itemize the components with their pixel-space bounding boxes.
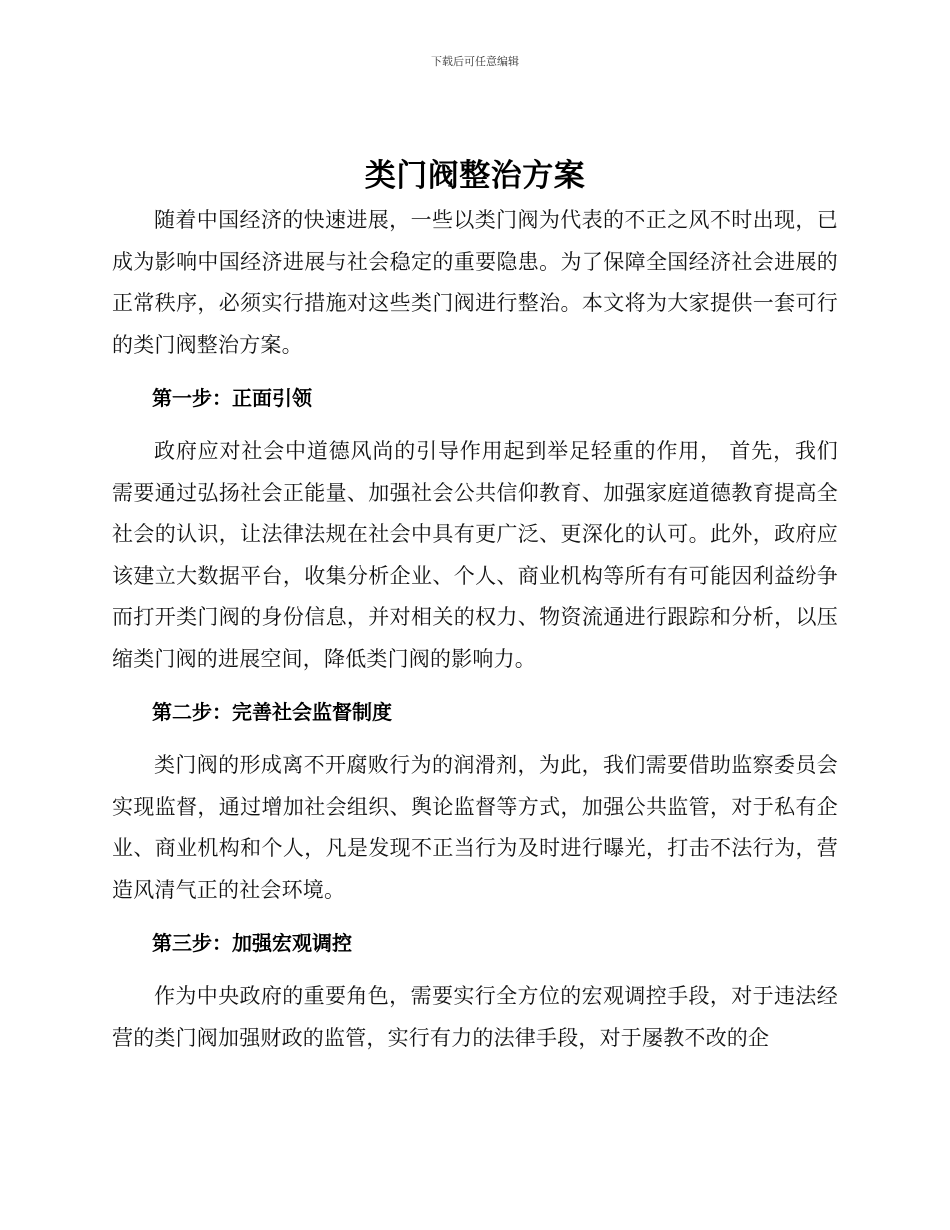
step-1-heading: 第一步：正面引领	[152, 386, 312, 410]
document-body	[112, 200, 838, 1059]
step-1-paragraph: 政府应对社会中道德风尚的引导作用起到举足轻重的作用， 首先，我们需要通过弘扬社会正能量、加强社会公共信仰教育、加强家庭道德教育提高全社会的认识，让法律法规在社会中具有更广泛、更深化的认可。此外，政府应该建立大数据平台，收集分析企业、个人、商业机构等所有有可能因利益纷争而打开类门阀的身份信息，并对相关的权力、物资流通进行跟踪和分析，以压缩类门阀的进展空间，降低类门阀的影响力。	[112, 439, 838, 671]
step-2-paragraph: 类门阀的形成离不开腐败行为的润滑剂，为此，我们需要借助监察委员会实现监督，通过增加社会组织、舆论监督等方式，加强公共监管，对于私有企业、商业机构和个人，凡是发现不正当行为及时进行曝光，打击不法行为，营造风清气正的社会环境。	[112, 753, 838, 902]
step-3-heading: 第三步：加强宏观调控	[152, 931, 352, 955]
step-2-heading: 第二步：完善社会监督制度	[152, 700, 392, 724]
header-note: 下载后可任意编辑	[431, 55, 519, 68]
document-title: 类门阀整治方案	[364, 158, 586, 194]
step-3-paragraph: 作为中央政府的重要角色，需要实行全方位的宏观调控手段，对于违法经营的类门阀加强财政的监管，实行有力的法律手段，对于屡教不改的企	[112, 984, 838, 1050]
intro-paragraph: 随着中国经济的快速进展，一些以类门阀为代表的不正之风不时出现，已成为影响中国经济进展与社会稳定的重要隐患。为了保障全国经济社会进展的正常秩序，必须实行措施对这些类门阀进行整治。本文将为大家提供一套可行的类门阀整治方案。	[112, 208, 838, 357]
